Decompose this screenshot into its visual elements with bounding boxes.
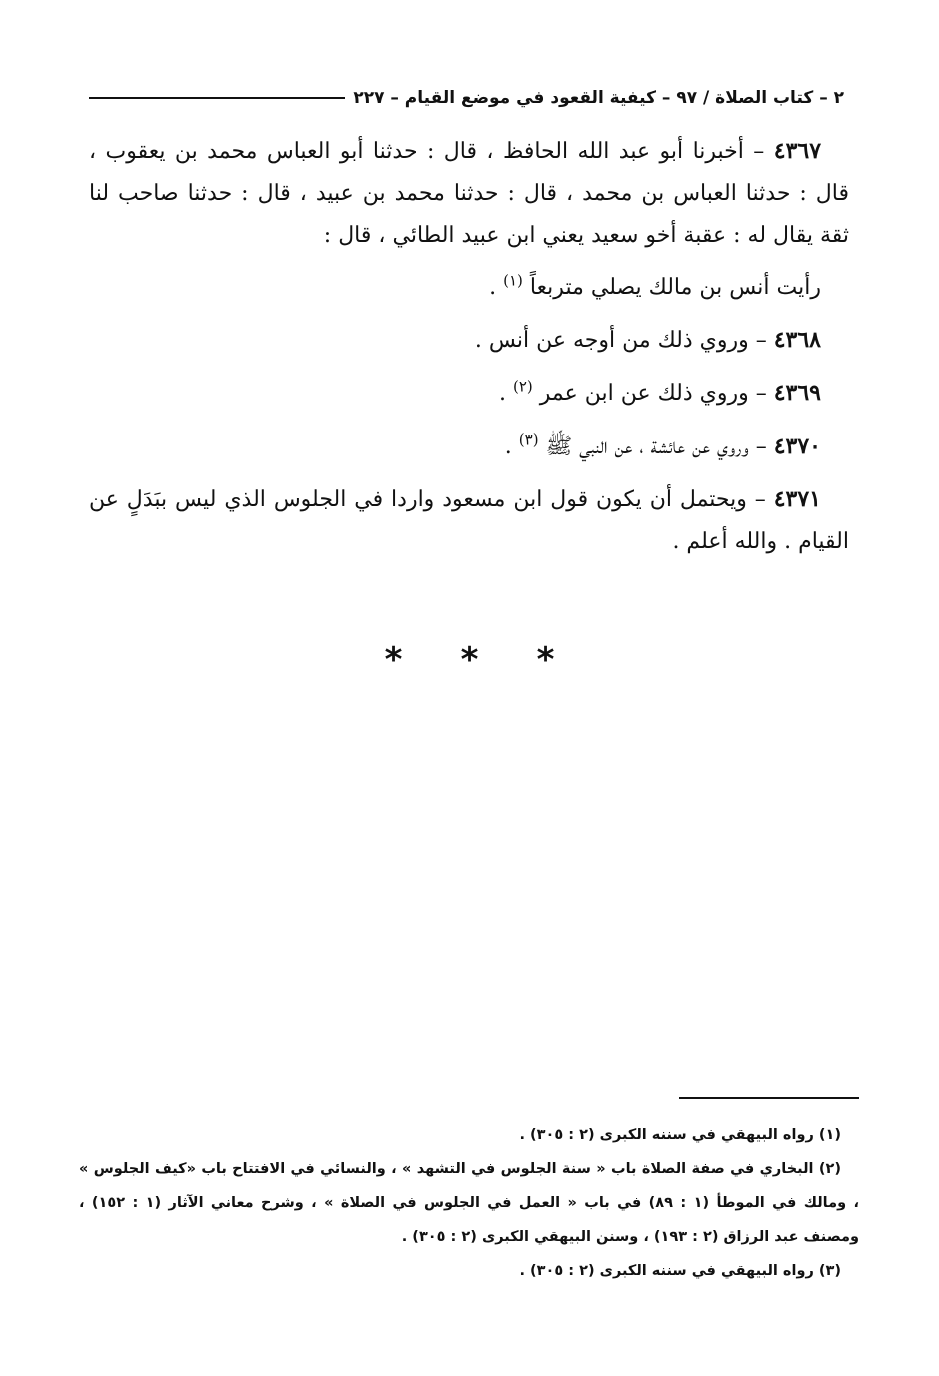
entry-4370 xyxy=(89,425,849,468)
entry-tail: . xyxy=(489,275,497,300)
entry-4367 xyxy=(89,130,849,257)
footnote-ref: (١) xyxy=(503,271,523,290)
footnote-ref: (٣) xyxy=(518,430,539,449)
footnote-2: (٢) البخاري في صفة الصلاة باب « سنة الجلوس في التشهد » ، والنسائي في الافتتاح باب «كيف الجلوس » ، ومالك في الموطأ (١ : ٨٩) في باب « العمل في الجلوس في الصلاة » ، وشرح معاني الآثار (١ : ١٥٢) ، ومصنف عبد الرزاق (٢ : ١٩٣) ، وسنن البيهقي الكبرى (٢ : ٣٠٥) . xyxy=(79,1161,859,1245)
entry-text: – أخبرنا أبو عبد الله الحافظ ، قال : حدثنا أبو العباس محمد بن يعقوب ، قال : حدثنا العباس بن محمد ، قال : حدثنا محمد بن عبيد ، قال : حدثنا صاحب لنا ثقة يقال له : عقبة أخو سعيد يعني ابن عبيد الطائي ، قال : xyxy=(89,139,849,248)
entry-number: ٤٣٦٨ xyxy=(773,327,821,353)
running-header xyxy=(89,82,844,114)
entry-tail: . xyxy=(504,434,512,459)
separator-star: * xyxy=(536,640,555,680)
entry-text: – وروي ذلك عن ابن عمر xyxy=(539,381,767,406)
separator-star: * xyxy=(384,640,403,680)
entry-number: ٤٣٧٠ xyxy=(773,433,821,459)
entry-number: ٤٣٦٩ xyxy=(773,380,821,406)
footnote-1: (١) رواه البيهقي في سننه الكبرى (٢ : ٣٠٥) . xyxy=(519,1127,841,1143)
footnote-ref: (٢) xyxy=(513,377,533,396)
entry-4371 xyxy=(89,478,849,563)
footnotes xyxy=(79,1118,859,1288)
entry-4369 xyxy=(89,372,849,415)
entry-tail: . xyxy=(499,381,506,406)
footnote-rule xyxy=(679,1097,859,1099)
entry-4368 xyxy=(89,319,849,362)
entry-4367-quote xyxy=(89,267,849,309)
quote-text: رأيت أنس بن مالك يصلي متربعاً xyxy=(529,275,821,300)
main-text xyxy=(89,130,849,563)
entry-text: – وروي ذلك من أوجه عن أنس . xyxy=(474,328,767,353)
header-rule xyxy=(89,97,345,99)
running-title: ٢ – كتاب الصلاة / ٩٧ – كيفية القعود في موضع القيام – ٢٢٧ xyxy=(353,88,844,108)
entry-text: – وروي عن عائشة ، عن النبي ﷺ xyxy=(545,434,767,459)
entry-number: ٤٣٧١ xyxy=(773,486,821,512)
section-separator xyxy=(0,640,939,680)
entry-number: ٤٣٦٧ xyxy=(773,138,822,164)
separator-star: * xyxy=(460,640,479,680)
entry-text: – ويحتمل أن يكون قول ابن مسعود واردا في الجلوس الذي ليس ببَدَلٍ عن القيام . والله أعلم . xyxy=(89,487,849,554)
footnote-3: (٣) رواه البيهقي في سننه الكبرى (٢ : ٣٠٥) . xyxy=(519,1263,841,1279)
